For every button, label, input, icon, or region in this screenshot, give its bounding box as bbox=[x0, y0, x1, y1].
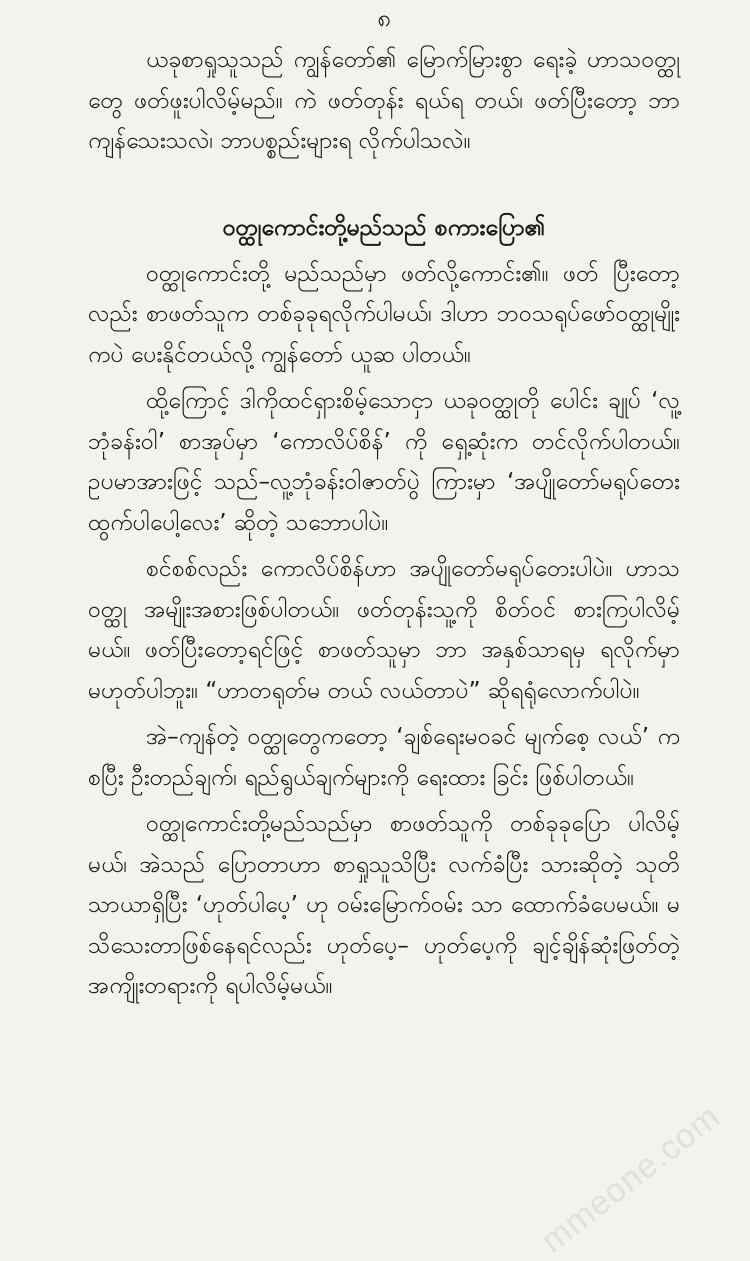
intro-paragraph: ယခုစာရှုသူသည် ကျွန်တော်၏ မြောက်မြားစွာ ရေးခဲ့ ဟာသဝတ္ထုတွေ ဖတ်ဖူးပါလိမ့်မည်။ ကဲ ဖတ်တုန်း ရယ်ရ တယ်၊ ဖတ်ပြီးတော့ ဘာကျန်သေးသလဲ၊ ဘာပစ္စည်းများရ လိုက်ပါသလဲ။ bbox=[88, 47, 680, 154]
body-paragraph: ဝတ္ထုကောင်းတို့ မည်သည်မှာ ဖတ်လို့ကောင်း၏။ ဖတ် ပြီးတော့လည်း စာဖတ်သူက တစ်ခုခုရလိုက်ပါမယ်၊ ဒါဟာ ဘဝသရုပ်ဖော်ဝတ္ထုမျိုးကပဲ ပေးနိုင်တယ်လို့ ကျွန်တော် ယူဆ ပါတယ်။ bbox=[88, 260, 680, 368]
body-paragraph: ထို့ကြောင့် ဒါကိုထင်ရှားစိမ့်သောငှာ ယခုဝတ္ထုတို ပေါင်း ချုပ် ‘လူ့ဘုံခန်းဝါ’ စာအုပ်မှာ ‘ကောလိပ်စိန်’ ကို ရှေ့ဆုံးက တင်လိုက်ပါတယ်။ ဥပမာအားဖြင့် သည်–လူ့ဘုံခန်းဝါဇာတ်ပွဲ ကြားမှာ ‘အပျိုတော်မရုပ်တေး ထွက်ပါပေါ့လေး’ ဆိုတဲ့ သဘောပါပဲ။ bbox=[88, 388, 680, 536]
body-paragraph: ဝတ္ထုကောင်းတို့မည်သည်မှာ စာဖတ်သူကို တစ်ခုခုပြော ပါလိမ့်မယ်၊ အဲသည် ပြောတာဟာ စာရှုသူသိပြီး လက်ခံပြီး သားဆိုတဲ့ သုတိသာယာရှိပြီး ‘ဟုတ်ပါပေ့’ ဟု ဝမ်းမြောက်ဝမ်း သာ ထောက်ခံပေမယ်။ မသိသေးတာဖြစ်နေရင်လည်း ဟုတ်ပေ့– ဟုတ်ပေ့ကို ချင့်ချိန်ဆုံးဖြတ်တဲ့အကျိုးတရားကို ရပါလိမ့်မယ်။ bbox=[88, 811, 680, 999]
body-paragraph: အဲ–ကျန်တဲ့ ဝတ္ထုတွေကတော့ ‘ချစ်ရေးမဝခင် မျက်စေ့ လယ်’ ကစပြီး ဦးတည်ချက်၊ ရည်ရွယ်ချက်များကို ရေးထား ခြင်း ဖြစ်ပါတယ်။ bbox=[88, 724, 680, 791]
section-heading: ဝတ္ထုကောင်းတို့မည်သည် စကားပြော၏ bbox=[222, 214, 546, 241]
page-number: ၈ bbox=[377, 4, 391, 32]
site-watermark: mmeone.com bbox=[533, 1097, 728, 1261]
body-paragraph: စင်စစ်လည်း ကောလိပ်စိန်ဟာ အပျိုတော်မရုပ်တေးပါပဲ။ ဟာသဝတ္ထု အမျိုးအစားဖြစ်ပါတယ်။ ဖတ်တုန်းသူ့ကို စိတ်ဝင် စားကြပါလိမ့်မယ်။ ဖတ်ပြီးတော့ရင်ဖြင့် စာဖတ်သူမှာ ဘာ အနှစ်သာရမှ ရလိုက်မှာမဟုတ်ပါဘူး။ “ဟာတရုတ်မ တယ် လယ်တာပဲ” ဆိုရရုံလောက်ပါပဲ။ bbox=[88, 556, 680, 704]
